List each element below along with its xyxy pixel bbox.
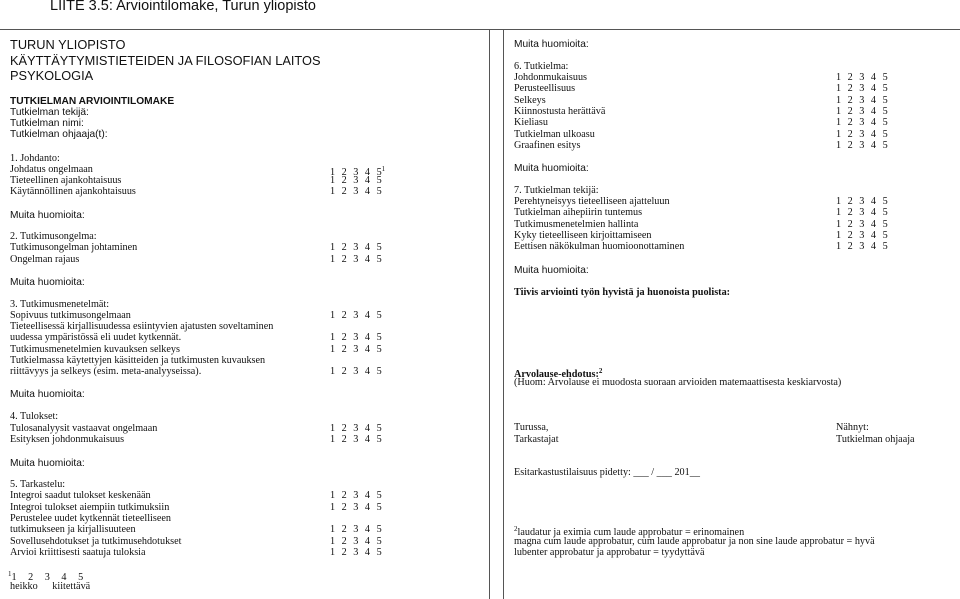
s7-item: Tutkimusmenetelmien hallinta bbox=[514, 219, 639, 230]
s3-item: Tutkielmassa käytettyjen käsitteiden ja tutkimusten kuvauksen bbox=[10, 355, 266, 366]
s6-item: Tutkielman ulkoasu bbox=[514, 129, 595, 140]
s7-item: Eettisen näkökulman huomioonottaminen bbox=[514, 241, 685, 252]
s7-scale: 1 2 3 4 5 bbox=[836, 207, 888, 218]
s6-other-notes: Muita huomioita: bbox=[514, 163, 589, 174]
s3-item: uudessa ympäristössä eli uudet kytkennät. bbox=[10, 332, 182, 343]
s5-scale: 1 2 3 4 5 bbox=[330, 490, 382, 501]
seen-label: Nähnyt: bbox=[836, 422, 869, 433]
s1-scale: 1 2 3 4 5 bbox=[330, 175, 382, 186]
s3-item: Tieteellisessä kirjallisuudessa esiintyvien ajatusten soveltaminen bbox=[10, 321, 274, 332]
s6-item: Perusteellisuus bbox=[514, 83, 576, 94]
s4-scale: 1 2 3 4 5 bbox=[330, 423, 382, 434]
s7-item: Tutkielman aihepiirin tuntemus bbox=[514, 207, 643, 218]
university-name: TURUN YLIOPISTO bbox=[10, 37, 126, 52]
s4-item: Tulosanalyysit vastaavat ongelmaan bbox=[10, 423, 158, 434]
s7-item: Kyky tieteelliseen kirjoittamiseen bbox=[514, 230, 652, 241]
s7-scale: 1 2 3 4 5 bbox=[836, 196, 888, 207]
form-title: TUTKIELMAN ARVIOINTILOMAKE bbox=[10, 96, 175, 107]
s6-item: Johdonmukaisuus bbox=[514, 72, 588, 83]
s5-scale: 1 2 3 4 5 bbox=[330, 547, 382, 558]
summary-heading: Tiivis arviointi työn hyvistä ja huonoista puolista: bbox=[514, 287, 731, 298]
s3-scale: 1 2 3 4 5 bbox=[330, 344, 382, 355]
s4-scale: 1 2 3 4 5 bbox=[330, 434, 382, 445]
s2-scale: 1 2 3 4 5 bbox=[330, 242, 382, 253]
department-name: KÄYTTÄYTYMISTIETEIDEN JA FILOSOFIAN LAITOS bbox=[10, 53, 321, 68]
s5-scale: 1 2 3 4 5 bbox=[330, 536, 382, 547]
s5-item: Integroi saadut tulokset keskenään bbox=[10, 490, 151, 501]
grade-footnote-2: magna cum laude approbatur, cum laude approbatur ja non sine laude approbatur = hyvä bbox=[514, 536, 875, 547]
subject-name: PSYKOLOGIA bbox=[10, 68, 94, 83]
section-7-title: 7. Tutkielman tekijä: bbox=[514, 185, 599, 196]
section-1-title: 1. Johdanto: bbox=[10, 153, 60, 164]
s5-item: Perustelee uudet kytkennät tieteelliseen bbox=[10, 513, 171, 524]
section-3-title: 3. Tutkimusmenetelmät: bbox=[10, 299, 110, 310]
grade-note: (Huom: Arvolause ei muodosta suoraan arvioiden matemaattisesta keskiarvosta) bbox=[514, 377, 842, 388]
s6-scale: 1 2 3 4 5 bbox=[836, 106, 888, 117]
s5-item: Integroi tulokset aiempiin tutkimuksiin bbox=[10, 502, 170, 513]
s5-item: tutkimukseen ja kirjallisuuteen bbox=[10, 524, 136, 535]
grade-footnote-3: lubenter approbatur ja approbatur = tyydyttävä bbox=[514, 547, 705, 558]
s5-item: Arvioi kriittisesti saatuja tuloksia bbox=[10, 547, 146, 558]
s7-scale: 1 2 3 4 5 bbox=[836, 241, 888, 252]
s6-scale: 1 2 3 4 5 bbox=[836, 95, 888, 106]
s6-scale: 1 2 3 4 5 bbox=[836, 72, 888, 83]
grade-footnote-1: $^2$laudatur ja eximia cum laude approbatur = erinomainen bbox=[514, 525, 745, 538]
s1-other-notes: Muita huomioita: bbox=[10, 210, 85, 221]
s2-item: Tutkimusongelman johtaminen bbox=[10, 242, 138, 253]
s6-scale: 1 2 3 4 5 bbox=[836, 83, 888, 94]
s1-item: Tieteellinen ajankohtaisuus bbox=[10, 175, 122, 186]
s4-item: Esityksen johdonmukaisuus bbox=[10, 434, 125, 445]
place-label: Turussa, bbox=[514, 422, 549, 433]
s6-item: Kieliasu bbox=[514, 117, 548, 128]
s3-item: Tutkimusmenetelmien kuvauksen selkeys bbox=[10, 344, 180, 355]
s3-scale: 1 2 3 4 5 bbox=[330, 310, 382, 321]
s1-scale: 1 2 3 4 $5^1$ bbox=[330, 165, 386, 178]
right-top-other-notes: Muita huomioita: bbox=[514, 39, 589, 50]
footnote-scale: $^1$1 2 3 4 5 bbox=[8, 570, 84, 583]
s5-scale: 1 2 3 4 5 bbox=[330, 524, 382, 535]
page-header: LIITE 3.5: Arviointilomake, Turun yliopisto bbox=[50, 0, 316, 14]
s6-scale: 1 2 3 4 5 bbox=[836, 129, 888, 140]
s2-scale: 1 2 3 4 5 bbox=[330, 254, 382, 265]
s6-item: Kiinnostusta herättävä bbox=[514, 106, 606, 117]
s3-other-notes: Muita huomioita: bbox=[10, 389, 85, 400]
s6-item: Graafinen esitys bbox=[514, 140, 581, 151]
footnote-labels: heikko kiitettävä bbox=[10, 581, 91, 592]
s6-scale: 1 2 3 4 5 bbox=[836, 140, 888, 151]
section-5-title: 5. Tarkastelu: bbox=[10, 479, 66, 490]
s2-item: Ongelman rajaus bbox=[10, 254, 80, 265]
section-4-title: 4. Tulokset: bbox=[10, 411, 59, 422]
supervisor-label: Tutkielman ohjaaja bbox=[836, 434, 915, 445]
s5-item: Sovellusehdotukset ja tutkimusehdotukset bbox=[10, 536, 182, 547]
s2-other-notes: Muita huomioita: bbox=[10, 277, 85, 288]
s1-scale: 1 2 3 4 5 bbox=[330, 186, 382, 197]
s4-other-notes: Muita huomioita: bbox=[10, 458, 85, 469]
s7-scale: 1 2 3 4 5 bbox=[836, 230, 888, 241]
s3-item: riittävyys ja selkeys (esim. meta-analyyseissa). bbox=[10, 366, 202, 377]
s7-other-notes: Muita huomioita: bbox=[514, 265, 589, 276]
examiners-label: Tarkastajat bbox=[514, 434, 559, 445]
s7-item: Perehtyneisyys tieteelliseen ajatteluun bbox=[514, 196, 670, 207]
s6-item: Selkeys bbox=[514, 95, 546, 106]
field-author: Tutkielman tekijä: bbox=[10, 107, 89, 118]
s6-scale: 1 2 3 4 5 bbox=[836, 117, 888, 128]
section-6-title: 6. Tutkielma: bbox=[514, 61, 569, 72]
s3-item: Sopivuus tutkimusongelmaan bbox=[10, 310, 131, 321]
s7-scale: 1 2 3 4 5 bbox=[836, 219, 888, 230]
grade-title: Arvolause-ehdotus:$^2$ bbox=[514, 367, 603, 380]
field-title: Tutkielman nimi: bbox=[10, 118, 84, 129]
s3-scale: 1 2 3 4 5 bbox=[330, 366, 382, 377]
pre-examination-date: Esitarkastustilaisuus pidetty: ___ / ___ 201__ bbox=[514, 467, 700, 478]
s5-scale: 1 2 3 4 5 bbox=[330, 502, 382, 513]
s3-scale: 1 2 3 4 5 bbox=[330, 332, 382, 343]
s1-item: Käytännöllinen ajankohtaisuus bbox=[10, 186, 136, 197]
section-2-title: 2. Tutkimusongelma: bbox=[10, 231, 97, 242]
s1-item: Johdatus ongelmaan bbox=[10, 164, 93, 175]
field-supervisor: Tutkielman ohjaaja(t): bbox=[10, 129, 108, 140]
